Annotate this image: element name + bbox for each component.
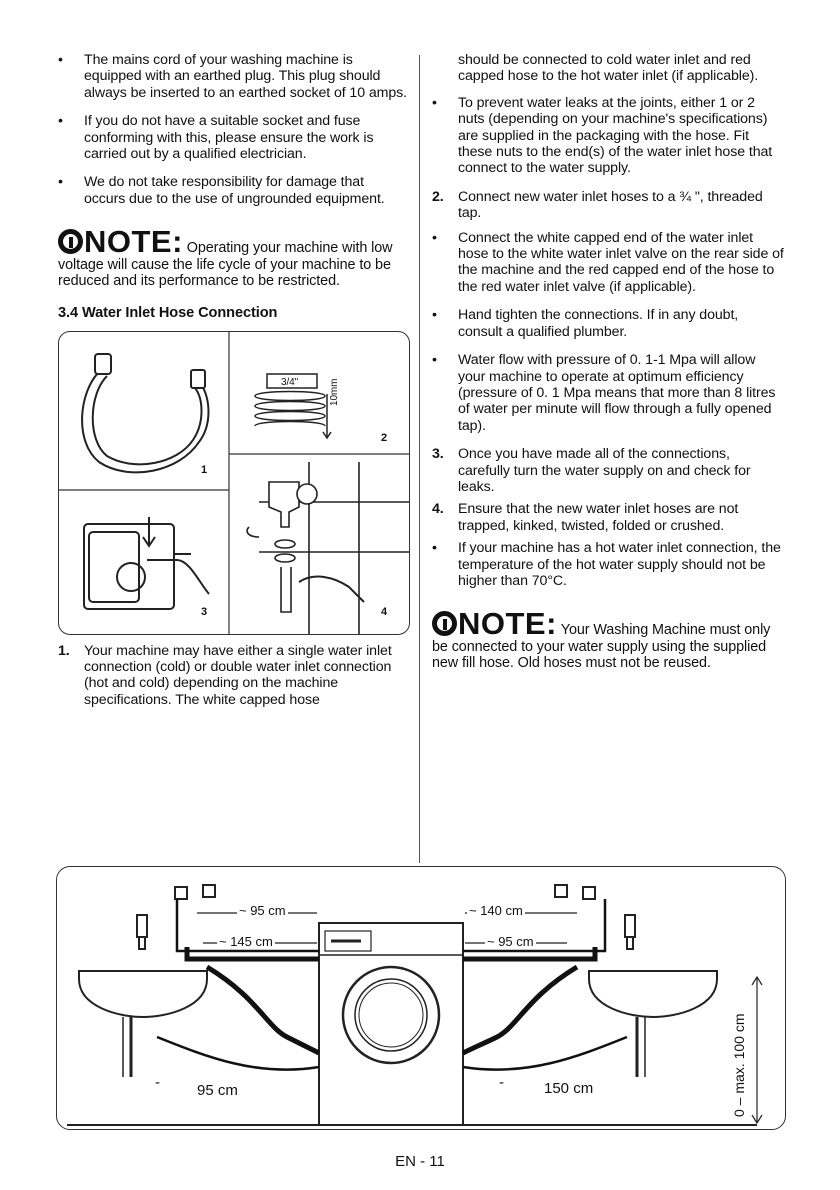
bullet-text: If you do not have a suitable socket and fuse conforming with this, please ensure the work is carried out by a qualified electrician. — [84, 113, 374, 163]
left-column — [58, 52, 408, 720]
installation-illustration — [57, 867, 785, 1129]
bullet-white-capped — [432, 230, 784, 296]
bullet-water-pressure — [432, 352, 784, 434]
step-text: Connect new water inlet hoses to a ¾ ", threaded tap. — [458, 188, 763, 222]
dim-right-top: ~ 140 cm — [469, 903, 523, 918]
thread-size-label: 3/4" — [281, 376, 299, 388]
step-4 — [432, 501, 784, 534]
note-icon — [432, 611, 457, 636]
bullet-text: Connect the white capped end of the water inlet hose to the white water inlet valve on the rear side of the machine and the red capped end of the hose to the red water inlet valve (if applicable). — [458, 229, 784, 295]
bullet-mark: • — [432, 94, 437, 111]
column-divider — [419, 55, 420, 863]
bullet-water-leaks — [432, 95, 784, 177]
hose-illustration — [59, 332, 409, 634]
bullet-mark: • — [58, 52, 63, 68]
note-text: Operating your machine with low voltage will cause the life cycle of your machine to be reduced and its performance to be restricted. — [58, 240, 393, 290]
note-low-voltage — [58, 224, 408, 290]
bullet-text: We do not take responsibility for damage that occurs due to the use of ungrounded equipment. — [84, 174, 385, 207]
hose-connection-figure — [58, 331, 410, 635]
dim-right-bottom: 150 cm — [544, 1080, 594, 1097]
bullet-hot-water — [432, 540, 784, 589]
note-fill-hose — [432, 606, 784, 672]
installation-dimensions-figure — [56, 866, 786, 1130]
step-text: Ensure that the new water inlet hoses are not trapped, kinked, twisted, folded or crushed. — [458, 501, 739, 534]
dim-height: 0 – max. 100 cm — [731, 1013, 747, 1117]
step-2 — [432, 189, 784, 222]
step-number: 3. — [432, 446, 444, 463]
bullet-text: To prevent water leaks at the joints, either 1 or 2 nuts (depending on your machine's specifications) are supplied in the packaging with the hose. Fit these nuts to the end(s) of the water inlet hose that connect to the water supply. — [458, 94, 773, 177]
figure-label-3: 3 — [201, 605, 208, 618]
note-icon — [58, 229, 83, 254]
figure-label-2: 2 — [381, 431, 388, 444]
thread-depth-label: 10mm — [329, 378, 340, 406]
note-text: Your Washing Machine must only be connected to your water supply using the supplied new fill hose. Old hoses must not be reused. — [432, 622, 771, 672]
dim-right-bottom-dash: - — [499, 1074, 504, 1091]
bullet-text: Hand tighten the connections. If in any doubt, consult a qualified plumber. — [458, 307, 739, 340]
right-column — [432, 52, 784, 687]
continuation-text: should be connected to cold water inlet and red capped hose to the hot water inlet (if applicable). — [458, 52, 759, 85]
bullet-suitable-socket — [58, 113, 408, 162]
bullet-mark: • — [432, 540, 437, 557]
bullet-mark: • — [432, 307, 437, 324]
note-title: NOTE: — [458, 606, 557, 642]
bullet-text: Water flow with pressure of 0. 1-1 Mpa will allow your machine to operate at optimum efficiency (pressure of 0. 1 Mpa means that more than 8 litres of water per minute will flow through a fully opened tap). — [458, 352, 776, 434]
section-heading: 3.4 Water Inlet Hose Connection — [58, 305, 278, 322]
bullet-text: The mains cord of your washing machine is equipped with an earthed plug. This plug should always be inserted to an earthed socket of 10 amps. — [84, 52, 407, 101]
step-number: 4. — [432, 501, 444, 518]
bullet-text: If your machine has a hot water inlet connection, the temperature of the hot water supply should not be higher than 70°C. — [458, 540, 781, 589]
step-text: Once you have made all of the connections, carefully turn the water supply on and check for leaks. — [458, 446, 751, 495]
bullet-responsibility — [58, 174, 408, 207]
bullet-mark: • — [432, 229, 437, 246]
figure-label-1: 1 — [201, 463, 208, 476]
dim-left-mid: ~ 145 cm — [219, 934, 273, 949]
figure-label-4: 4 — [381, 605, 388, 618]
dim-right-mid: ~ 95 cm — [487, 934, 534, 949]
step-3 — [432, 446, 784, 495]
dim-left-bottom-dash: - — [155, 1074, 160, 1091]
dim-left-top: ~ 95 cm — [239, 903, 286, 918]
step-text: Your machine may have either a single water inlet connection (cold) or double water inlet connection (hot and cold) depending on the machine specifications. The white capped hose — [84, 642, 392, 708]
bullet-mark: • — [58, 113, 63, 130]
bullet-earthed-plug — [58, 52, 408, 101]
note-title: NOTE: — [84, 224, 183, 260]
step-number: 2. — [432, 188, 444, 205]
bullet-mark: • — [58, 174, 63, 191]
step-number: 1. — [58, 642, 70, 659]
dim-left-bottom: 95 cm — [197, 1082, 238, 1099]
bullet-hand-tighten — [432, 307, 784, 340]
step-1 — [58, 643, 408, 709]
step-1-continuation — [432, 52, 784, 85]
bullet-mark: • — [432, 352, 437, 369]
page-number: EN - 11 — [395, 1153, 445, 1170]
